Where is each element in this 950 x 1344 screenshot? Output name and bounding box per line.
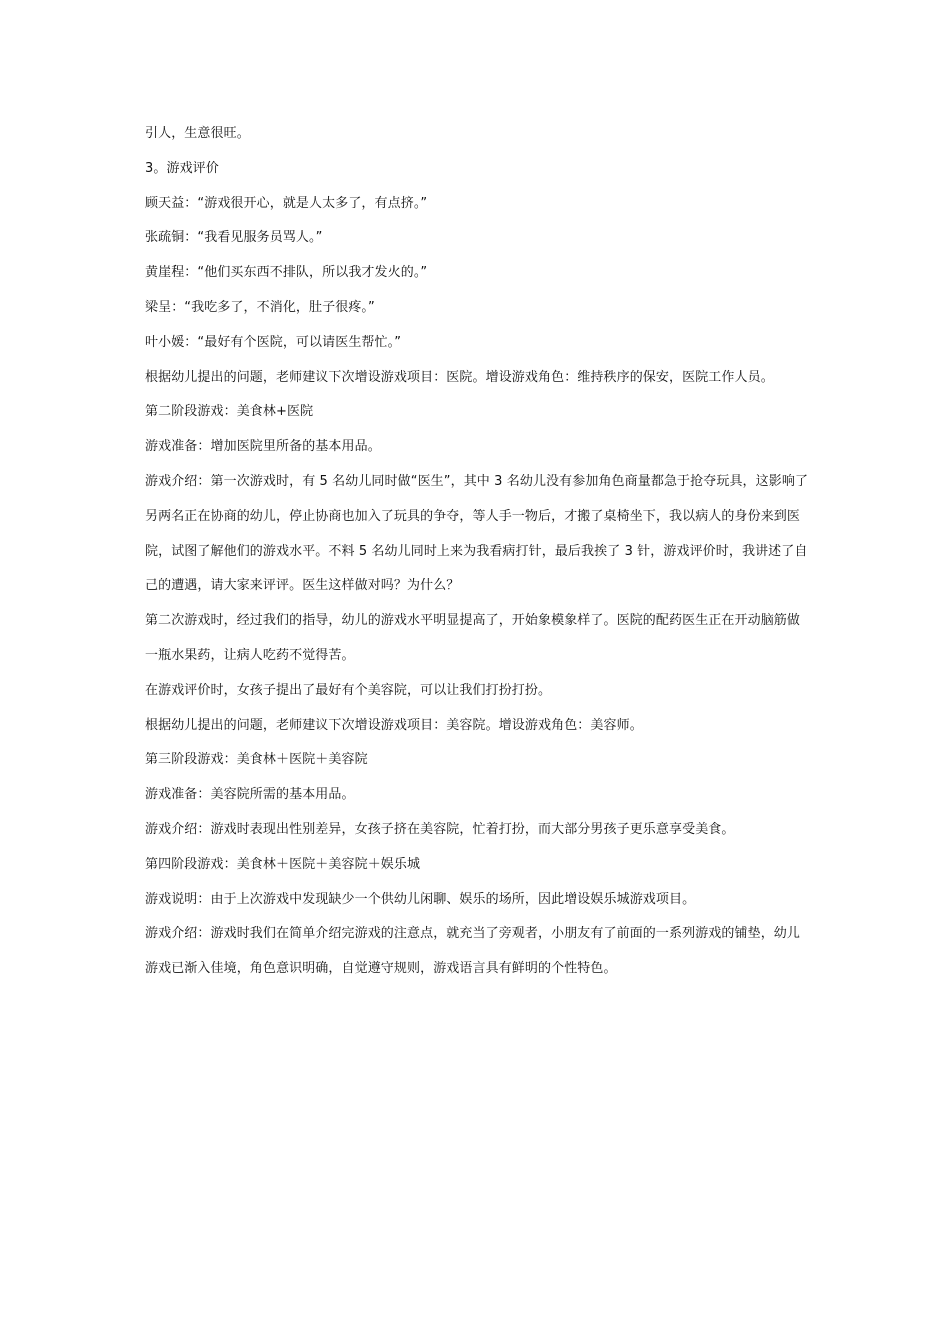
stage-heading: 第二阶段游戏：美食林+医院 bbox=[145, 404, 314, 420]
paragraph: 游戏介绍：第一次游戏时，有 5 名幼儿同时做“医生”，其中 3 名幼儿没有参加角色商量都急于抢夺玩具，这影响了另两名正在协商的幼儿，停止协商也加入了玩具的争夺，等人手一物后，才搬了桌椅坐下，我以病人的身份来到医院，试图了解他们的游戏水平。不料 5 名幼儿同时上来为我看病打针，最后我挨了 3 针，游戏评价时，我讲述了自己的遭遇，请大家来评评。医生这样做对吗？为什么？ bbox=[145, 473, 809, 594]
paragraph: 游戏介绍：游戏时我们在简单介绍完游戏的注意点，就充当了旁观者，小朋友有了前面的一系列游戏的铺垫，幼儿游戏已渐入佳境，角色意识明确，自觉遵守规则，游戏语言具有鲜明的个性特色。 bbox=[145, 926, 801, 977]
paragraph: 在游戏评价时，女孩子提出了最好有个美容院，可以让我们打扮打扮。 bbox=[145, 682, 552, 698]
paragraph: 根据幼儿提出的问题，老师建议下次增设游戏项目：医院。增设游戏角色：维持秩序的保安，医院工作人员。 bbox=[145, 369, 774, 385]
stage-heading: 第三阶段游戏：美食林＋医院＋美容院 bbox=[145, 752, 368, 768]
paragraph: 根据幼儿提出的问题，老师建议下次增设游戏项目：美容院。增设游戏角色：美容师。 bbox=[145, 717, 643, 733]
section-heading: 3。游戏评价 bbox=[145, 160, 219, 176]
quote-paragraph: 张疏铜：“我看见服务员骂人。” bbox=[145, 230, 323, 246]
quote-paragraph: 黄崖程：“他们买东西不排队，所以我才发火的。” bbox=[145, 265, 428, 281]
paragraph: 第二次游戏时，经过我们的指导，幼儿的游戏水平明显提高了，开始象模象样了。医院的配药医生正在开动脑筋做一瓶水果药，让病人吃药不觉得苦。 bbox=[145, 613, 801, 663]
quote-paragraph: 顾天益：“游戏很开心，就是人太多了，有点挤。” bbox=[145, 195, 428, 211]
quote-paragraph: 梁呈：“我吃多了，不消化，肚子很疼。” bbox=[145, 299, 375, 315]
paragraph: 引人，生意很旺。 bbox=[145, 126, 250, 141]
stage-heading: 第四阶段游戏：美食林＋医院＋美容院＋娱乐城 bbox=[145, 856, 421, 872]
paragraph: 游戏准备：美容院所需的基本用品。 bbox=[145, 787, 355, 803]
paragraph: 游戏介绍：游戏时表现出性别差异，女孩子挤在美容院，忙着打扮，而大部分男孩子更乐意享受美食。 bbox=[145, 821, 735, 837]
paragraph: 游戏说明：由于上次游戏中发现缺少一个供幼儿闲聊、娱乐的场所，因此增设娱乐城游戏项目。 bbox=[145, 891, 696, 907]
paragraph: 游戏准备：增加医院里所备的基本用品。 bbox=[145, 439, 381, 455]
quote-paragraph: 叶小媛：“最好有个医院，可以请医生帮忙。” bbox=[145, 334, 402, 350]
document-body bbox=[145, 117, 810, 987]
